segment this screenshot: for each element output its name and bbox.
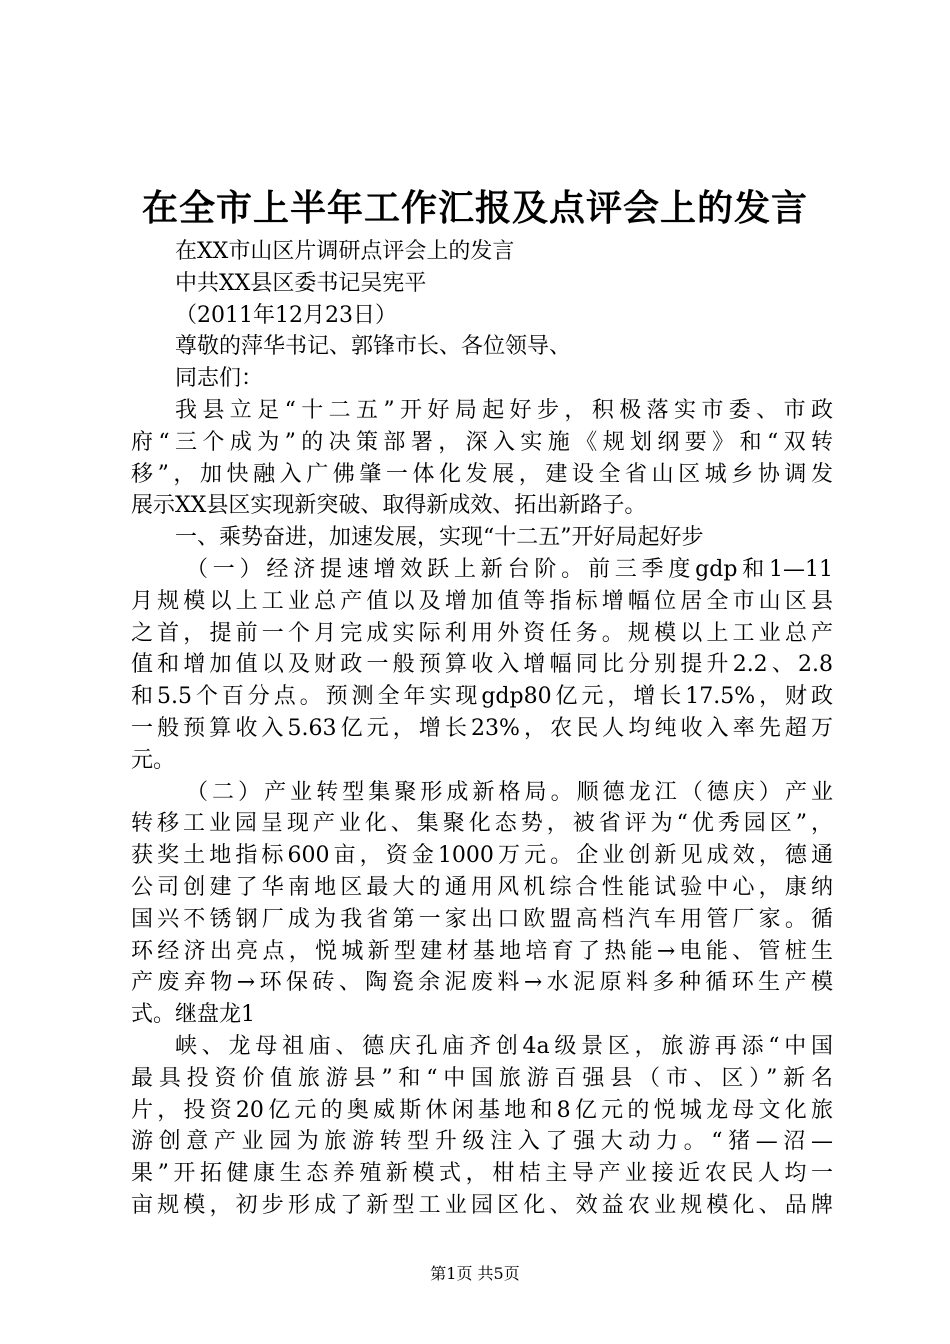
paragraph-line: 产废弃物→环保砖、陶瓷余泥废料→水泥原料多种循环生产模 bbox=[131, 970, 833, 996]
salutation-line: 同志们： bbox=[175, 366, 264, 392]
paragraph-line: 值和增加值以及财政一般预算收入增幅同比分别提升2.2、2.8 bbox=[131, 652, 833, 678]
paragraph-line: 转移工业园呈现产业化、集聚化态势，被省评为“优秀园区”， bbox=[131, 811, 833, 837]
paragraph-line: 亩规模，初步形成了新型工业园区化、效益农业规模化、品牌 bbox=[131, 1192, 833, 1218]
paragraph-line: 片，投资20亿元的奥威斯休闲基地和8亿元的悦城龙母文化旅 bbox=[131, 1097, 833, 1123]
date-line: （2011年12月23日） bbox=[175, 302, 397, 328]
paragraph-line: 国兴不锈钢厂成为我省第一家出口欧盟高档汽车用管厂家。循 bbox=[131, 906, 833, 932]
paragraph-line: 元。 bbox=[131, 747, 176, 773]
document-title: 在全市上半年工作汇报及点评会上的发言 bbox=[141, 187, 808, 229]
paragraph-line: 获奖土地指标600亩，资金1000万元。企业创新见成效，德通 bbox=[131, 843, 833, 869]
paragraph-line: 公司创建了华南地区最大的通用风机综合性能试验中心，康纳 bbox=[131, 874, 833, 900]
author-line: 中共XX县区委书记吴宪平 bbox=[175, 270, 427, 296]
paragraph-line: （二）产业转型集聚形成新格局。顺德龙江（德庆）产业 bbox=[186, 779, 833, 805]
paragraph-line: 环经济出亮点，悦城新型建材基地培育了热能→电能、管桩生 bbox=[131, 938, 833, 964]
subtitle-line: 在XX市山区片调研点评会上的发言 bbox=[175, 239, 515, 264]
page-number-footer: 第1页 共5页 bbox=[430, 1264, 520, 1283]
paragraph-line: 最具投资价值旅游县”和“中国旅游百强县（市、区）”新名 bbox=[131, 1065, 833, 1091]
paragraph-line: 一般预算收入5.63亿元，增长23%，农民人均纯收入率先超万 bbox=[131, 715, 833, 741]
paragraph-line: 府“三个成为”的决策部署，深入实施《规划纲要》和“双转 bbox=[131, 429, 833, 455]
paragraph-line: 展示XX县区实现新突破、取得新成效、拓出新路子。 bbox=[131, 493, 647, 519]
paragraph-line: 式。继盘龙1 bbox=[131, 1002, 255, 1028]
paragraph-line: 游创意产业园为旅游转型升级注入了强大动力。“猪—沼— bbox=[131, 1129, 833, 1155]
document-body bbox=[131, 236, 833, 1222]
section-heading: 一、乘势奋进，加速发展，实现“十二五”开好局起好步 bbox=[175, 525, 704, 551]
paragraph-line: 和5.5个百分点。预测全年实现gdp80亿元，增长17.5%，财政 bbox=[131, 684, 833, 710]
paragraph-line: 果”开拓健康生态养殖新模式，柑桔主导产业接近农民人均一 bbox=[131, 1161, 833, 1187]
paragraph-line: 之首，提前一个月完成实际利用外资任务。规模以上工业总产 bbox=[131, 620, 833, 646]
paragraph-line: 月规模以上工业总产值以及增加值等指标增幅位居全市山区县 bbox=[131, 588, 833, 614]
paragraph-line: （一）经济提速增效跃上新台阶。前三季度gdp和1—11 bbox=[186, 556, 833, 582]
salutation-line: 尊敬的萍华书记、郭锋市长、各位领导、 bbox=[175, 334, 572, 360]
paragraph-line: 我县立足“十二五”开好局起好步，积极落实市委、市政 bbox=[175, 397, 833, 423]
paragraph-line: 移”，加快融入广佛肇一体化发展，建设全省山区城乡协调发 bbox=[131, 461, 833, 487]
paragraph-line: 峡、龙母祖庙、德庆孔庙齐创4a级景区，旅游再添“中国 bbox=[175, 1033, 833, 1059]
